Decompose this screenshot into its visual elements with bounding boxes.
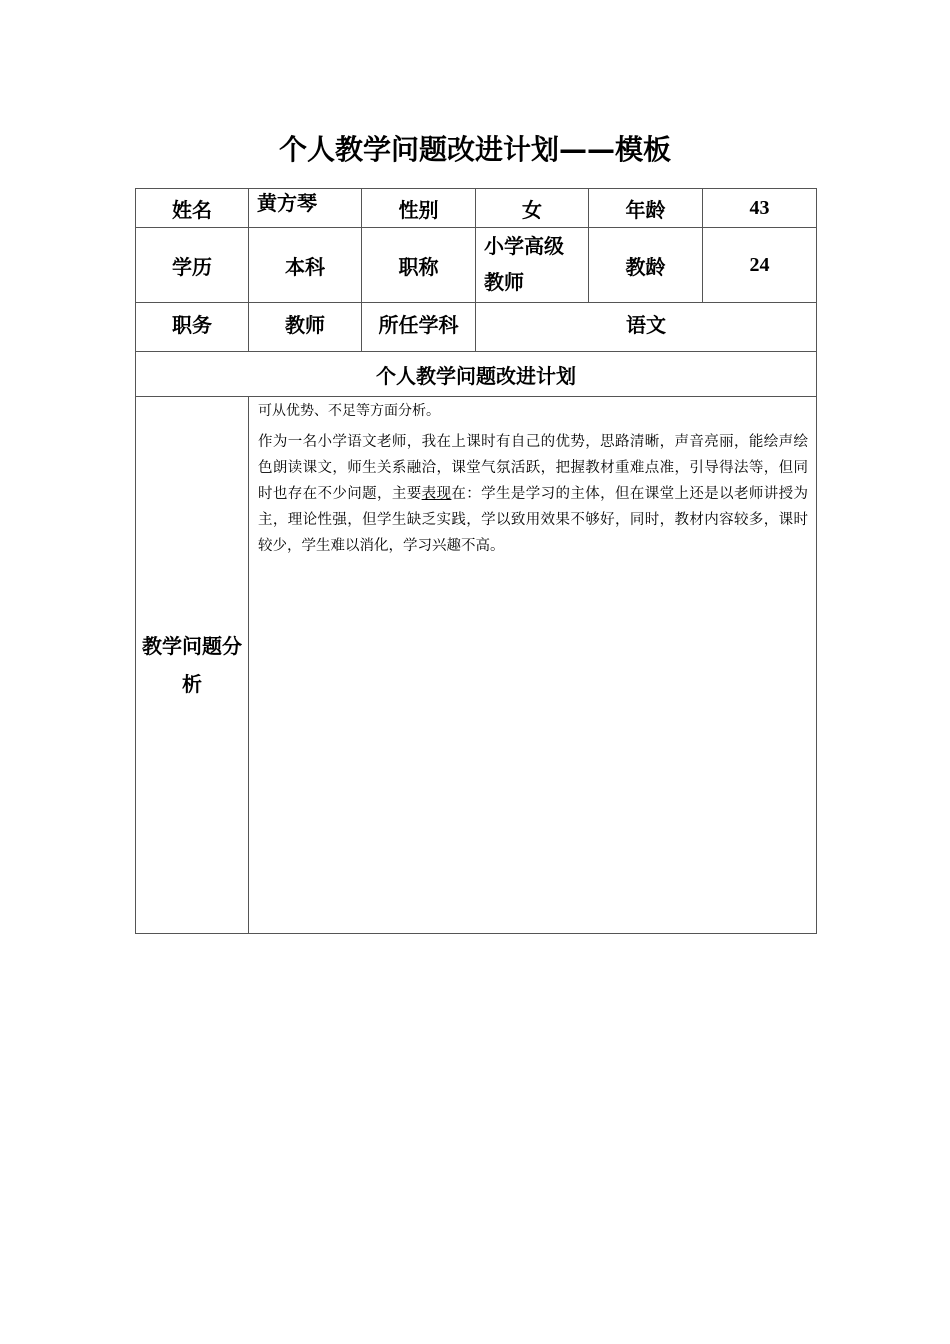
- title-value-line1: 小学高级: [484, 234, 564, 258]
- gender-value: 女: [476, 189, 589, 228]
- teaching-years-value: 24: [703, 228, 817, 303]
- analysis-label: [136, 397, 249, 934]
- subject-value: 语文: [476, 303, 817, 352]
- table-row: [136, 228, 817, 303]
- name-label: 姓名: [136, 189, 249, 228]
- table-row: [136, 397, 817, 934]
- table-row: [136, 303, 817, 352]
- analysis-text-part1: 作为一名小学语文老师，我在上课时有自己的优势，思路清晰，声音亮丽，能绘声绘色朗读课文，师生关系融洽，课堂气氛活跃，把握教材重难点准，引导得法等，但同时也存在不少问题，主要: [258, 434, 808, 502]
- document-title: 个人教学问题改进计划——模板: [278, 133, 671, 166]
- teaching-years-label: 教龄: [589, 228, 703, 303]
- analysis-content: [249, 397, 817, 934]
- title-value: [476, 228, 589, 303]
- position-label: 职务: [136, 303, 249, 352]
- name-value: 黄方琴: [249, 189, 362, 228]
- plan-section-heading: 个人教学问题改进计划: [136, 352, 817, 397]
- title-value-line2: 教师: [484, 270, 524, 294]
- subject-label: 所任学科: [362, 303, 476, 352]
- analysis-label-line1: 教学问题分: [142, 634, 242, 658]
- table-row: [136, 352, 817, 397]
- analysis-text-underlined: 表现: [421, 486, 452, 502]
- title-label: 职称: [362, 228, 476, 303]
- education-label: 学历: [136, 228, 249, 303]
- analysis-hint: 可从优势、不足等方面分析。: [258, 403, 440, 419]
- analysis-text-part2: 在：学生是学习的主体，但在课堂上还是以老师讲授为主，理论性强，但学生缺乏实践，学以致用效果不够好，同时，教材内容较多，课时较少，学生难以消化，学习兴趣不高。: [258, 486, 808, 554]
- gender-label: 性别: [362, 189, 476, 228]
- age-label: 年龄: [589, 189, 703, 228]
- analysis-label-line2: 析: [182, 672, 202, 696]
- position-value: 教师: [249, 303, 362, 352]
- age-value: 43: [703, 189, 817, 228]
- education-value: 本科: [249, 228, 362, 303]
- table-row: [136, 189, 817, 228]
- teacher-info-table: [135, 188, 817, 934]
- analysis-paragraph: [258, 429, 808, 559]
